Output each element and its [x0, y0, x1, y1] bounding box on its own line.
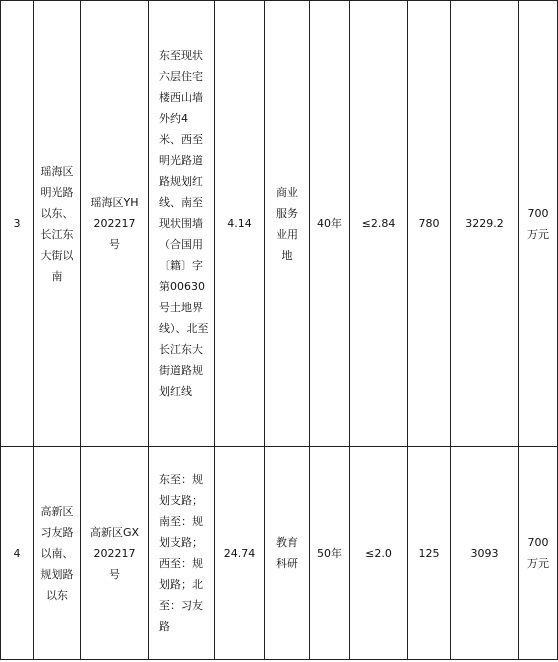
land-use: 教育科研 — [265, 447, 310, 660]
unit-price: 780 — [408, 1, 451, 447]
parcel-boundary: 东至：规划支路；南至：规划支路；西至：规划路；北至：习友路 — [149, 447, 215, 660]
row-number: 3 — [1, 1, 34, 447]
use-term: 40年 — [310, 1, 350, 447]
floor-area-ratio: ≤2.0 — [350, 447, 408, 660]
floor-area-ratio: ≤2.84 — [350, 1, 408, 447]
parcel-area: 4.14 — [215, 1, 265, 447]
row-number: 4 — [1, 447, 34, 660]
land-use: 商业服务业用地 — [265, 1, 310, 447]
table-row — [1, 447, 558, 660]
unit-price: 125 — [408, 447, 451, 660]
total-price: 3093 — [451, 447, 519, 660]
use-term: 50年 — [310, 447, 350, 660]
parcel-area: 24.74 — [215, 447, 265, 660]
parcel-code: 瑶海区YH202217号 — [81, 1, 149, 447]
table-row — [1, 1, 558, 447]
total-price: 3229.2 — [451, 1, 519, 447]
parcel-boundary: 东至现状六层住宅楼西山墙外约4米、西至明光路道路规划红线、南至现状围墙（合国用〔籍〕字第00630号土地界线）、北至长江东大街道路规划红线 — [149, 1, 215, 447]
parcel-location: 高新区习友路以南、规划路以东 — [34, 447, 81, 660]
parcel-location: 瑶海区明光路以东、长江东大街以南 — [34, 1, 81, 447]
deposit: 700万元 — [519, 447, 558, 660]
parcel-code: 高新区GX202217号 — [81, 447, 149, 660]
deposit: 700万元 — [519, 1, 558, 447]
